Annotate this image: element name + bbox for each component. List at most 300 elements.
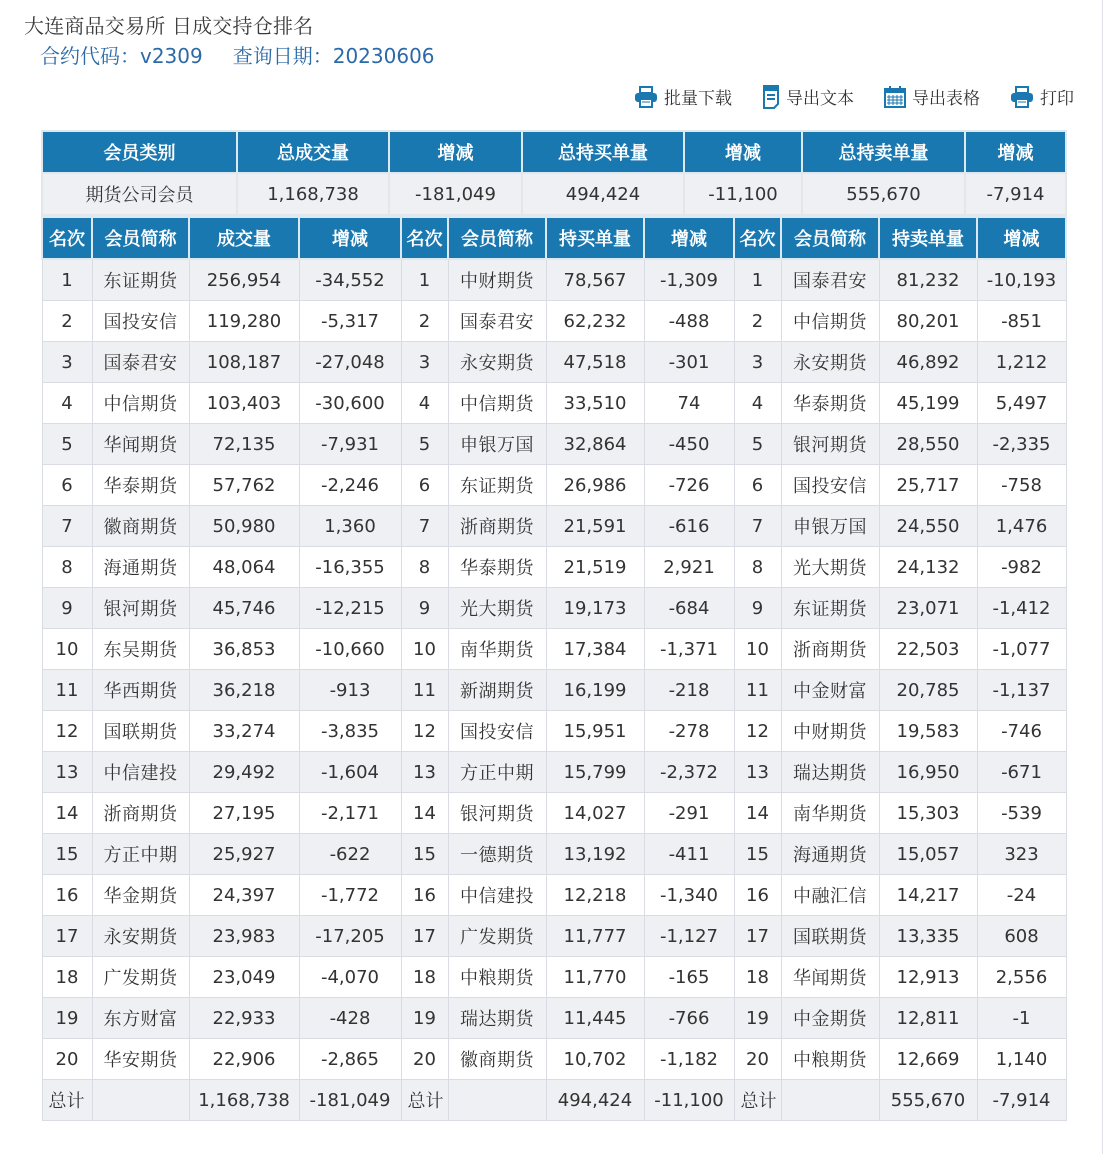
table-row [42, 875, 1066, 916]
cell-long-rank: 5 [401, 424, 448, 465]
header-short-member: 会员简称 [781, 217, 879, 259]
cell-short-change: 2,556 [977, 957, 1066, 998]
printer-icon [634, 86, 658, 108]
cell-short-change: -982 [977, 547, 1066, 588]
export-text-button[interactable] [762, 84, 854, 109]
cell-short-change: -10,193 [977, 259, 1066, 301]
summary-total-volume: 1,168,738 [237, 173, 389, 215]
table-row [42, 465, 1066, 506]
cell-short-qty: 13,335 [879, 916, 977, 957]
cell-volume-member: 东证期货 [92, 259, 189, 301]
header-volume-rank: 名次 [42, 217, 92, 259]
cell-volume-member: 东方财富 [92, 998, 189, 1039]
total-volume-change: -181,049 [299, 1080, 401, 1121]
cell-long-qty: 13,192 [546, 834, 644, 875]
cell-long-qty: 15,799 [546, 752, 644, 793]
table-row [42, 670, 1066, 711]
cell-volume-member: 中信建投 [92, 752, 189, 793]
cell-volume: 36,218 [189, 670, 299, 711]
cell-short-rank: 4 [734, 383, 781, 424]
cell-long-qty: 14,027 [546, 793, 644, 834]
cell-volume-member: 国联期货 [92, 711, 189, 752]
total-short-rank: 总计 [734, 1080, 781, 1121]
cell-long-qty: 15,951 [546, 711, 644, 752]
summary-short-change: -7,914 [965, 173, 1066, 215]
table-row [42, 424, 1066, 465]
header-long-qty: 持买单量 [546, 217, 644, 259]
summary-header-total-short: 总持卖单量 [802, 131, 965, 173]
cell-long-rank: 11 [401, 670, 448, 711]
cell-long-qty: 11,777 [546, 916, 644, 957]
cell-long-qty: 26,986 [546, 465, 644, 506]
cell-short-qty: 23,071 [879, 588, 977, 629]
cell-long-member: 光大期货 [448, 588, 546, 629]
table-row [42, 259, 1066, 301]
summary-header-volume-change: 增减 [389, 131, 522, 173]
cell-short-member: 申银万国 [781, 506, 879, 547]
cell-volume-member: 国投安信 [92, 301, 189, 342]
cell-short-member: 中粮期货 [781, 1039, 879, 1080]
cell-volume-member: 华安期货 [92, 1039, 189, 1080]
cell-long-rank: 15 [401, 834, 448, 875]
cell-volume: 33,274 [189, 711, 299, 752]
cell-short-rank: 12 [734, 711, 781, 752]
cell-long-qty: 32,864 [546, 424, 644, 465]
cell-volume-member: 华西期货 [92, 670, 189, 711]
cell-short-rank: 14 [734, 793, 781, 834]
cell-short-change: -1,077 [977, 629, 1066, 670]
cell-long-change: -291 [644, 793, 734, 834]
cell-long-rank: 13 [401, 752, 448, 793]
total-long-change: -11,100 [644, 1080, 734, 1121]
cell-volume-rank: 7 [42, 506, 92, 547]
cell-short-rank: 19 [734, 998, 781, 1039]
cell-short-member: 永安期货 [781, 342, 879, 383]
table-row [42, 998, 1066, 1039]
cell-long-member: 方正中期 [448, 752, 546, 793]
cell-volume-change: -5,317 [299, 301, 401, 342]
cell-short-qty: 24,132 [879, 547, 977, 588]
cell-short-change: 5,497 [977, 383, 1066, 424]
table-row [42, 588, 1066, 629]
cell-short-rank: 20 [734, 1039, 781, 1080]
toolbar [634, 84, 1074, 109]
cell-long-qty: 78,567 [546, 259, 644, 301]
cell-long-change: -1,309 [644, 259, 734, 301]
total-short-qty: 555,670 [879, 1080, 977, 1121]
cell-volume-change: 1,360 [299, 506, 401, 547]
cell-short-rank: 15 [734, 834, 781, 875]
summary-member-type: 期货公司会员 [42, 173, 237, 215]
cell-long-qty: 19,173 [546, 588, 644, 629]
cell-volume-rank: 19 [42, 998, 92, 1039]
cell-long-change: -488 [644, 301, 734, 342]
cell-short-qty: 19,583 [879, 711, 977, 752]
cell-volume-rank: 4 [42, 383, 92, 424]
cell-volume: 22,906 [189, 1039, 299, 1080]
table-row [42, 383, 1066, 424]
cell-short-change: 323 [977, 834, 1066, 875]
cell-short-qty: 81,232 [879, 259, 977, 301]
table-row [42, 301, 1066, 342]
cell-long-qty: 11,770 [546, 957, 644, 998]
cell-volume: 27,195 [189, 793, 299, 834]
total-volume-rank: 总计 [42, 1080, 92, 1121]
cell-short-member: 中融汇信 [781, 875, 879, 916]
export-table-button[interactable] [884, 84, 980, 109]
cell-long-qty: 62,232 [546, 301, 644, 342]
cell-long-change: -301 [644, 342, 734, 383]
cell-short-change: 1,140 [977, 1039, 1066, 1080]
cell-volume-rank: 15 [42, 834, 92, 875]
table-row [42, 834, 1066, 875]
cell-volume-member: 徽商期货 [92, 506, 189, 547]
cell-short-change: 1,212 [977, 342, 1066, 383]
cell-short-qty: 15,057 [879, 834, 977, 875]
cell-long-change: 2,921 [644, 547, 734, 588]
cell-volume: 103,403 [189, 383, 299, 424]
cell-short-qty: 20,785 [879, 670, 977, 711]
cell-volume-change: -7,931 [299, 424, 401, 465]
cell-short-change: 1,476 [977, 506, 1066, 547]
cell-long-rank: 7 [401, 506, 448, 547]
cell-volume: 22,933 [189, 998, 299, 1039]
cell-volume-rank: 8 [42, 547, 92, 588]
cell-short-change: -2,335 [977, 424, 1066, 465]
cell-volume-rank: 2 [42, 301, 92, 342]
cell-short-qty: 12,811 [879, 998, 977, 1039]
content-frame-border [1102, 0, 1103, 1154]
cell-short-change: -1 [977, 998, 1066, 1039]
export-text-label: 导出文本 [786, 89, 854, 109]
cell-short-change: -1,137 [977, 670, 1066, 711]
cell-long-member: 东证期货 [448, 465, 546, 506]
cell-long-change: -165 [644, 957, 734, 998]
cell-short-member: 海通期货 [781, 834, 879, 875]
header-long-member: 会员简称 [448, 217, 546, 259]
total-volume: 1,168,738 [189, 1080, 299, 1121]
cell-short-qty: 16,950 [879, 752, 977, 793]
cell-long-member: 瑞达期货 [448, 998, 546, 1039]
cell-volume: 45,746 [189, 588, 299, 629]
summary-header-total-volume: 总成交量 [237, 131, 389, 173]
cell-volume-member: 浙商期货 [92, 793, 189, 834]
table-row [42, 342, 1066, 383]
cell-long-change: -726 [644, 465, 734, 506]
cell-long-rank: 14 [401, 793, 448, 834]
cell-short-rank: 17 [734, 916, 781, 957]
cell-long-member: 新湖期货 [448, 670, 546, 711]
cell-short-rank: 18 [734, 957, 781, 998]
cell-short-rank: 1 [734, 259, 781, 301]
cell-short-change: -758 [977, 465, 1066, 506]
cell-volume-rank: 5 [42, 424, 92, 465]
cell-short-rank: 16 [734, 875, 781, 916]
cell-long-rank: 20 [401, 1039, 448, 1080]
cell-short-rank: 13 [734, 752, 781, 793]
cell-long-rank: 19 [401, 998, 448, 1039]
total-long-rank: 总计 [401, 1080, 448, 1121]
cell-long-qty: 17,384 [546, 629, 644, 670]
batch-download-button[interactable] [634, 84, 732, 109]
cell-volume-member: 中信期货 [92, 383, 189, 424]
cell-volume-change: -10,660 [299, 629, 401, 670]
cell-short-member: 中信期货 [781, 301, 879, 342]
table-row [42, 711, 1066, 752]
cell-long-member: 申银万国 [448, 424, 546, 465]
cell-long-member: 中财期货 [448, 259, 546, 301]
query-date: 20230606 [332, 44, 435, 68]
cell-short-qty: 24,550 [879, 506, 977, 547]
cell-long-rank: 4 [401, 383, 448, 424]
table-row [42, 1039, 1066, 1080]
cell-volume-change: -3,835 [299, 711, 401, 752]
cell-short-member: 银河期货 [781, 424, 879, 465]
cell-short-member: 浙商期货 [781, 629, 879, 670]
cell-volume-change: -428 [299, 998, 401, 1039]
cell-short-member: 中财期货 [781, 711, 879, 752]
print-button[interactable] [1010, 84, 1074, 109]
cell-short-qty: 14,217 [879, 875, 977, 916]
cell-long-rank: 1 [401, 259, 448, 301]
contract-label: 合约代码： [40, 44, 140, 68]
cell-long-change: -766 [644, 998, 734, 1039]
cell-short-rank: 10 [734, 629, 781, 670]
cell-long-rank: 17 [401, 916, 448, 957]
query-info [40, 40, 435, 69]
cell-long-member: 国泰君安 [448, 301, 546, 342]
cell-volume-rank: 3 [42, 342, 92, 383]
cell-short-change: 608 [977, 916, 1066, 957]
cell-long-qty: 47,518 [546, 342, 644, 383]
cell-volume-change: -622 [299, 834, 401, 875]
cell-volume-change: -2,171 [299, 793, 401, 834]
header-short-change: 增减 [977, 217, 1066, 259]
cell-long-change: 74 [644, 383, 734, 424]
cell-volume-change: -30,600 [299, 383, 401, 424]
total-row [42, 1080, 1066, 1121]
cell-volume-rank: 6 [42, 465, 92, 506]
cell-long-change: -1,371 [644, 629, 734, 670]
table-row [42, 916, 1066, 957]
cell-volume-member: 永安期货 [92, 916, 189, 957]
cell-long-member: 浙商期货 [448, 506, 546, 547]
cell-long-rank: 12 [401, 711, 448, 752]
cell-long-change: -684 [644, 588, 734, 629]
cell-long-member: 广发期货 [448, 916, 546, 957]
calendar-grid-icon [884, 86, 906, 108]
cell-long-rank: 2 [401, 301, 448, 342]
summary-header-short-change: 增减 [965, 131, 1066, 173]
cell-volume: 119,280 [189, 301, 299, 342]
cell-volume-rank: 16 [42, 875, 92, 916]
header-volume: 成交量 [189, 217, 299, 259]
cell-long-qty: 11,445 [546, 998, 644, 1039]
cell-long-qty: 21,519 [546, 547, 644, 588]
cell-short-change: -671 [977, 752, 1066, 793]
cell-volume-rank: 17 [42, 916, 92, 957]
cell-long-change: -411 [644, 834, 734, 875]
cell-volume-member: 东吴期货 [92, 629, 189, 670]
cell-short-qty: 22,503 [879, 629, 977, 670]
cell-volume-rank: 18 [42, 957, 92, 998]
export-table-label: 导出表格 [912, 89, 980, 109]
cell-short-qty: 12,913 [879, 957, 977, 998]
document-icon [762, 85, 780, 109]
cell-long-rank: 9 [401, 588, 448, 629]
cell-long-member: 中信建投 [448, 875, 546, 916]
cell-volume-change: -913 [299, 670, 401, 711]
table-row [42, 752, 1066, 793]
total-long-member [448, 1080, 546, 1121]
table-row [42, 506, 1066, 547]
cell-short-qty: 15,303 [879, 793, 977, 834]
cell-long-member: 中信期货 [448, 383, 546, 424]
cell-short-member: 光大期货 [781, 547, 879, 588]
total-volume-member [92, 1080, 189, 1121]
cell-short-member: 东证期货 [781, 588, 879, 629]
cell-volume: 256,954 [189, 259, 299, 301]
cell-short-member: 国泰君安 [781, 259, 879, 301]
cell-volume: 36,853 [189, 629, 299, 670]
cell-volume-member: 海通期货 [92, 547, 189, 588]
cell-volume-member: 华金期货 [92, 875, 189, 916]
cell-volume-member: 方正中期 [92, 834, 189, 875]
cell-short-change: -746 [977, 711, 1066, 752]
cell-volume: 23,049 [189, 957, 299, 998]
cell-short-rank: 11 [734, 670, 781, 711]
cell-long-rank: 3 [401, 342, 448, 383]
cell-volume-rank: 13 [42, 752, 92, 793]
summary-volume-change: -181,049 [389, 173, 522, 215]
cell-volume-rank: 11 [42, 670, 92, 711]
cell-short-rank: 7 [734, 506, 781, 547]
cell-long-qty: 12,218 [546, 875, 644, 916]
cell-long-qty: 10,702 [546, 1039, 644, 1080]
cell-long-qty: 16,199 [546, 670, 644, 711]
cell-short-rank: 9 [734, 588, 781, 629]
cell-long-change: -1,340 [644, 875, 734, 916]
total-short-change: -7,914 [977, 1080, 1066, 1121]
cell-long-change: -616 [644, 506, 734, 547]
cell-short-change: -24 [977, 875, 1066, 916]
cell-volume-change: -27,048 [299, 342, 401, 383]
cell-short-member: 瑞达期货 [781, 752, 879, 793]
cell-volume-rank: 14 [42, 793, 92, 834]
cell-volume-change: -12,215 [299, 588, 401, 629]
cell-volume-member: 华闻期货 [92, 424, 189, 465]
cell-long-member: 南华期货 [448, 629, 546, 670]
cell-short-change: -1,412 [977, 588, 1066, 629]
cell-volume: 25,927 [189, 834, 299, 875]
cell-long-change: -278 [644, 711, 734, 752]
cell-long-member: 徽商期货 [448, 1039, 546, 1080]
cell-short-rank: 3 [734, 342, 781, 383]
summary-header-row [42, 131, 1066, 173]
date-label: 查询日期： [232, 44, 333, 68]
summary-total-long: 494,424 [522, 173, 684, 215]
cell-volume-change: -16,355 [299, 547, 401, 588]
cell-long-member: 国投安信 [448, 711, 546, 752]
summary-total-short: 555,670 [802, 173, 965, 215]
cell-volume: 48,064 [189, 547, 299, 588]
cell-short-qty: 25,717 [879, 465, 977, 506]
cell-long-change: -1,127 [644, 916, 734, 957]
ranking-header-row [42, 217, 1066, 259]
cell-short-rank: 2 [734, 301, 781, 342]
cell-long-qty: 33,510 [546, 383, 644, 424]
ranking-table [41, 216, 1067, 1121]
page-title: 大连商品交易所 日成交持仓排名 [24, 14, 314, 38]
cell-volume-change: -2,246 [299, 465, 401, 506]
cell-volume-change: -1,604 [299, 752, 401, 793]
cell-volume: 24,397 [189, 875, 299, 916]
cell-volume-change: -4,070 [299, 957, 401, 998]
cell-short-member: 国联期货 [781, 916, 879, 957]
cell-short-member: 中金财富 [781, 670, 879, 711]
cell-long-member: 一德期货 [448, 834, 546, 875]
cell-short-qty: 46,892 [879, 342, 977, 383]
cell-volume: 72,135 [189, 424, 299, 465]
cell-short-qty: 28,550 [879, 424, 977, 465]
table-row [42, 547, 1066, 588]
cell-long-member: 银河期货 [448, 793, 546, 834]
print-label: 打印 [1040, 89, 1074, 109]
cell-long-member: 华泰期货 [448, 547, 546, 588]
cell-long-change: -218 [644, 670, 734, 711]
table-row [42, 793, 1066, 834]
cell-long-member: 中粮期货 [448, 957, 546, 998]
header-long-change: 增减 [644, 217, 734, 259]
cell-short-qty: 45,199 [879, 383, 977, 424]
cell-long-change: -450 [644, 424, 734, 465]
cell-long-rank: 6 [401, 465, 448, 506]
summary-row [42, 173, 1066, 215]
header-volume-member: 会员简称 [92, 217, 189, 259]
cell-short-member: 国投安信 [781, 465, 879, 506]
cell-volume-rank: 1 [42, 259, 92, 301]
cell-long-rank: 10 [401, 629, 448, 670]
cell-long-rank: 16 [401, 875, 448, 916]
summary-header-member-type: 会员类别 [42, 131, 237, 173]
cell-volume-change: -2,865 [299, 1039, 401, 1080]
cell-volume: 57,762 [189, 465, 299, 506]
cell-short-rank: 8 [734, 547, 781, 588]
summary-table [41, 130, 1067, 216]
summary-header-total-long: 总持买单量 [522, 131, 684, 173]
summary-long-change: -11,100 [684, 173, 802, 215]
cell-short-member: 中金期货 [781, 998, 879, 1039]
cell-short-rank: 6 [734, 465, 781, 506]
total-long-qty: 494,424 [546, 1080, 644, 1121]
cell-short-member: 华闻期货 [781, 957, 879, 998]
table-row [42, 957, 1066, 998]
cell-long-qty: 21,591 [546, 506, 644, 547]
cell-volume: 23,983 [189, 916, 299, 957]
cell-volume-change: -34,552 [299, 259, 401, 301]
cell-volume-rank: 10 [42, 629, 92, 670]
cell-long-rank: 8 [401, 547, 448, 588]
printer-icon [1010, 86, 1034, 108]
cell-long-change: -2,372 [644, 752, 734, 793]
cell-short-member: 南华期货 [781, 793, 879, 834]
table-row [42, 629, 1066, 670]
cell-short-rank: 5 [734, 424, 781, 465]
header-volume-change: 增减 [299, 217, 401, 259]
total-short-member [781, 1080, 879, 1121]
cell-short-qty: 80,201 [879, 301, 977, 342]
cell-long-change: -1,182 [644, 1039, 734, 1080]
